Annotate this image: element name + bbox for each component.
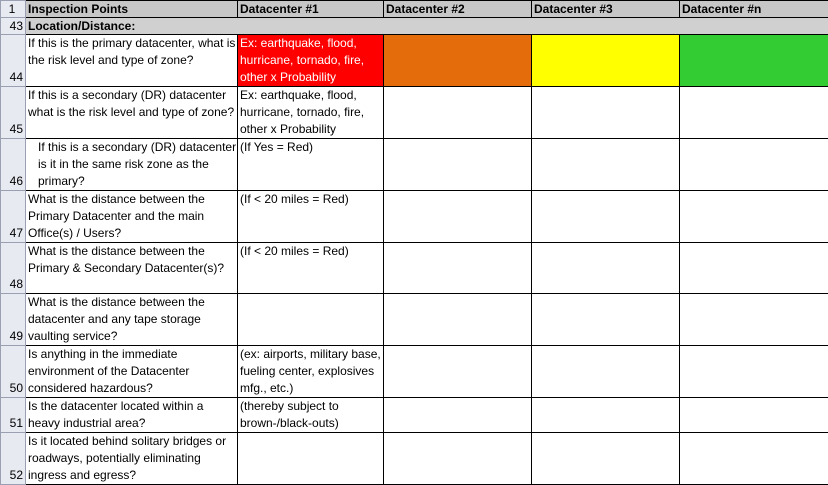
inspection-point-cell[interactable]: If this is a secondary (DR) datacenter is it in the same risk zone as the primary? [26,139,238,191]
datacenter-2-cell[interactable] [384,87,532,139]
datacenter-n-cell[interactable] [680,139,828,191]
table-row [1,139,828,191]
datacenter-n-cell[interactable] [680,35,828,87]
datacenter-3-cell[interactable] [532,35,680,87]
datacenter-n-cell[interactable] [680,294,828,346]
row-number[interactable]: 47 [1,191,26,243]
section-row [1,18,828,35]
row-number[interactable]: 44 [1,35,26,87]
row-number[interactable]: 52 [1,433,26,485]
inspection-point-cell[interactable]: What is the distance between the Primary & Secondary Datacenter(s)? [26,243,238,294]
table-row [1,433,828,485]
datacenter-1-cell[interactable]: (If Yes = Red) [238,139,384,191]
datacenter-1-cell[interactable]: (thereby subject to brown-/black-outs) [238,398,384,433]
row-number[interactable]: 50 [1,346,26,398]
datacenter-2-cell[interactable] [384,433,532,485]
header-datacenter-n[interactable]: Datacenter #n [680,1,828,18]
inspection-point-cell[interactable]: What is the distance between the Primary Datacenter and the main Office(s) / Users? [26,191,238,243]
table-row [1,191,828,243]
datacenter-2-cell[interactable] [384,191,532,243]
header-inspection-points[interactable]: Inspection Points [26,1,238,18]
datacenter-1-cell[interactable]: Ex: earthquake, flood, hurricane, tornado, fire, other x Probability [238,87,384,139]
header-datacenter-1[interactable]: Datacenter #1 [238,1,384,18]
table-row [1,243,828,294]
header-datacenter-2[interactable]: Datacenter #2 [384,1,532,18]
datacenter-3-cell[interactable] [532,139,680,191]
inspection-point-cell[interactable]: What is the distance between the datacenter and any tape storage vaulting service? [26,294,238,346]
datacenter-n-cell[interactable] [680,398,828,433]
datacenter-n-cell[interactable] [680,191,828,243]
header-datacenter-3[interactable]: Datacenter #3 [532,1,680,18]
datacenter-2-cell[interactable] [384,243,532,294]
datacenter-3-cell[interactable] [532,243,680,294]
row-number[interactable]: 49 [1,294,26,346]
inspection-point-cell[interactable]: If this is the primary datacenter, what is the risk level and type of zone? [26,35,238,87]
table-row [1,398,828,433]
datacenter-2-cell[interactable] [384,139,532,191]
inspection-point-cell[interactable]: Is it located behind solitary bridges or roadways, potentially eliminating ingress and egress? [26,433,238,485]
datacenter-2-cell[interactable] [384,35,532,87]
datacenter-3-cell[interactable] [532,398,680,433]
datacenter-3-cell[interactable] [532,191,680,243]
datacenter-3-cell[interactable] [532,433,680,485]
row-number[interactable]: 51 [1,398,26,433]
row-number[interactable]: 46 [1,139,26,191]
row-number[interactable]: 45 [1,87,26,139]
datacenter-1-cell[interactable]: (If < 20 miles = Red) [238,243,384,294]
datacenter-3-cell[interactable] [532,294,680,346]
datacenter-2-cell[interactable] [384,346,532,398]
datacenter-1-cell[interactable] [238,294,384,346]
datacenter-n-cell[interactable] [680,433,828,485]
table-row [1,87,828,139]
row-number[interactable]: 43 [1,18,26,35]
header-row [1,1,828,18]
datacenter-n-cell[interactable] [680,243,828,294]
datacenter-n-cell[interactable] [680,87,828,139]
inspection-point-cell[interactable]: Is anything in the immediate environment of the Datacenter considered hazardous? [26,346,238,398]
datacenter-2-cell[interactable] [384,398,532,433]
inspection-point-cell[interactable]: Is the datacenter located within a heavy industrial area? [26,398,238,433]
section-label[interactable]: Location/Distance: [26,18,828,35]
datacenter-3-cell[interactable] [532,87,680,139]
datacenter-1-cell[interactable]: (If < 20 miles = Red) [238,191,384,243]
row-number[interactable]: 1 [1,1,26,18]
datacenter-3-cell[interactable] [532,346,680,398]
datacenter-2-cell[interactable] [384,294,532,346]
datacenter-n-cell[interactable] [680,346,828,398]
datacenter-1-cell[interactable] [238,433,384,485]
datacenter-1-cell[interactable]: Ex: earthquake, flood, hurricane, tornado, fire, other x Probability [238,35,384,87]
inspection-point-cell[interactable]: If this is a secondary (DR) datacenter what is the risk level and type of zone? [26,87,238,139]
datacenter-1-cell[interactable]: (ex: airports, military base, fueling center, explosives mfg., etc.) [238,346,384,398]
table-row [1,35,828,87]
table-row [1,294,828,346]
table-row [1,346,828,398]
row-number[interactable]: 48 [1,243,26,294]
